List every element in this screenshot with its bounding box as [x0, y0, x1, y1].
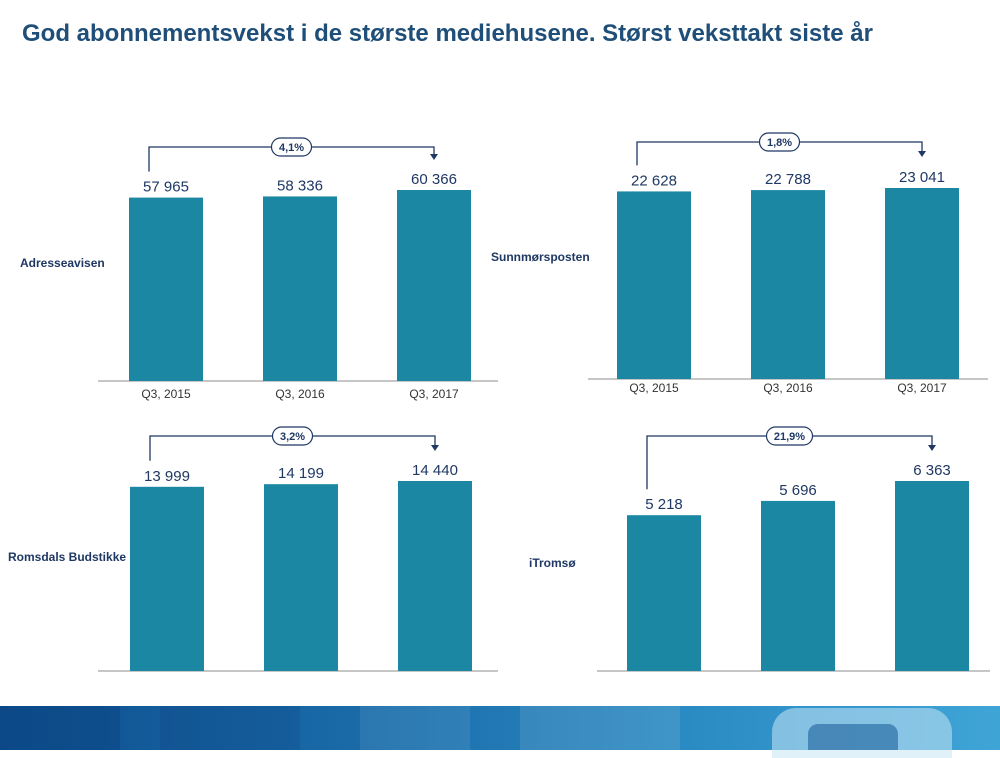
page-title: God abonnementsvekst i de største mediehusene. Størst veksttakt siste år: [22, 20, 873, 47]
category-label: Q3, 2015: [629, 381, 679, 395]
value-label: 6 363: [913, 462, 951, 479]
value-label: 5 218: [645, 496, 683, 514]
value-label: 13 999: [144, 467, 190, 485]
chart-label-sunnmorsposten: Sunnmørsposten: [491, 250, 590, 264]
category-label: Q3, 2016: [763, 381, 813, 395]
logo-shape-inner: [808, 724, 898, 750]
category-label: Q3, 2017: [897, 381, 947, 395]
footer-tile: [520, 706, 680, 750]
value-label: 14 440: [412, 462, 458, 479]
footer-tile: [160, 706, 300, 750]
value-label: 14 199: [278, 465, 324, 483]
value-label: 60 366: [411, 171, 457, 188]
chart-label-adresseavisen: Adresseavisen: [20, 256, 105, 270]
bar: [895, 481, 969, 671]
growth-label: 4,1%: [278, 142, 305, 154]
footer-tile: [360, 706, 470, 750]
value-label: 23 041: [899, 169, 945, 186]
bar: [761, 501, 835, 671]
value-label: 5 696: [779, 481, 817, 499]
value-label: 22 628: [631, 172, 677, 190]
growth-label: 21,9%: [773, 431, 806, 443]
value-label: 57 965: [143, 178, 189, 196]
category-label: Q3, 2016: [275, 387, 325, 401]
category-label: Q3, 2017: [409, 387, 459, 401]
growth-label: 1,8%: [766, 137, 793, 149]
chart-label-romsdals-budstikke: Romsdals Budstikke: [8, 550, 127, 564]
footer-tile: [0, 706, 120, 750]
arrow-head: [928, 445, 936, 451]
bar: [627, 515, 701, 671]
value-label: 22 788: [765, 171, 811, 189]
chart-label-itromso: iTromsø: [529, 556, 576, 570]
growth-label: 3,2%: [279, 431, 306, 443]
value-label: 58 336: [277, 177, 323, 195]
category-label: Q3, 2015: [141, 387, 191, 401]
